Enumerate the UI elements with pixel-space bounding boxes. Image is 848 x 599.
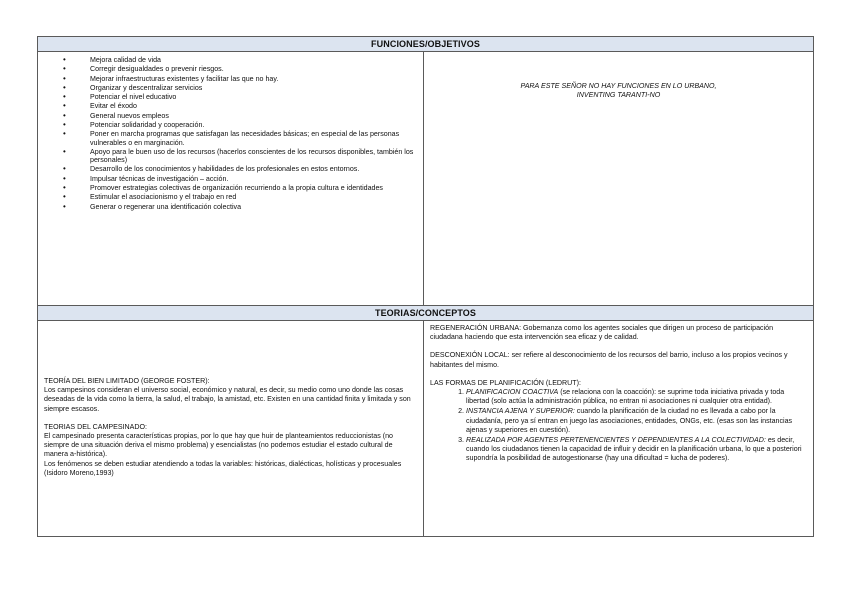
funcion-item: • Corregir desigualdades o prevenir riesgos. <box>38 65 423 73</box>
forma-item <box>466 388 805 406</box>
funcion-item: • Promover estrategias colectivas de organización recurriendo a la propia cultura e identidades <box>38 184 423 192</box>
funcion-item: • Desarrollo de los conocimientos y habilidades de los profesionales en estos entornos. <box>38 165 423 173</box>
forma-name: PLANIFICACION COACTIVA <box>466 388 559 397</box>
formas-list <box>430 388 805 464</box>
funcion-item: • Apoyo para le buen uso de los recursos (hacerlos conscientes de los recursos disponibles, también los personales) <box>38 148 423 164</box>
funcion-item: • Evitar el éxodo <box>38 102 423 110</box>
formas-title: LAS FORMAS DE PLANIFICACIÓN (LEDRUT): <box>430 378 581 387</box>
bien-limitado-title: TEORÍA DEL BIEN LIMITADO (GEORGE FOSTER): <box>44 377 210 385</box>
campesinado-text-2: Los fenómenos se deben estudiar atendiendo a todas la variables: históricas, dialécticas, holísticas y procesuales (Isidoro Moreno,1993) <box>44 459 402 477</box>
teorias-right-cell <box>424 321 814 537</box>
funcion-item: • Impulsar técnicas de investigación – acción. <box>38 175 423 183</box>
forma-name: REALIZADA POR AGENTES PERTENENCIENTES Y DEPENDIENTES A LA COLECTIVIDAD: <box>466 436 766 445</box>
funcion-item: • General nuevos empleos <box>38 112 423 120</box>
funcion-item: • Organizar y descentralizar servicios <box>38 84 423 92</box>
funciones-note-cell <box>424 52 814 306</box>
funcion-item: • Potenciar solidaridad y cooperación. <box>38 121 423 129</box>
bien-limitado-text: Los campesinos consideran el universo social, económico y natural, es decir, su medio como uno donde las cosas deseadas de la vida como la tierra, la salud, el trabajo, la amistad, etc. Existen en una cantidad finita y limitada y son siempre escasos. <box>44 386 411 413</box>
forma-text: (se relaciona con la coacción): se suprime toda iniciativa privada y toda libertad (solo actúa la administración pública, no entran ni asociaciones ni cualquier otra entidad). <box>466 388 785 406</box>
teorias-left-cell <box>38 321 424 537</box>
funcion-item: • Mejora calidad de vida <box>38 56 423 64</box>
funcion-item: • Potenciar el nivel educativo <box>38 93 423 101</box>
funciones-header: FUNCIONES/OBJETIVOS <box>38 37 814 52</box>
funcion-item: • Generar o regenerar una identificación colectiva <box>38 203 423 211</box>
regeneracion-text: REGENERACIÓN URBANA: Gobernanza como los agentes sociales que dirigen un proceso de participación ciudadana haciendo que esta intervención sea eficaz y de calidad. <box>430 324 774 342</box>
forma-text: es decir, cuando los ciudadanos tienen la capacidad de influir y decidir en la planificación urbana, lo que a posteriori supondría la posibilidad de autogestionarse (hay una dificultad = lucha de poderes). <box>466 436 802 463</box>
forma-text: cuando la planificación de la ciudad no es llevada a cabo por la ciudadanía, pero ya sí entran en juego las asociaciones, entidades, ONGs, etc. (esas son las instancias ajenas y superiores en cuestión). <box>466 407 793 434</box>
forma-name: INSTANCIA AJENA Y SUPERIOR: <box>466 407 575 416</box>
note-line-2: INVENTING TARANTI-NO <box>576 91 661 99</box>
funcion-item: • Poner en marcha programas que satisfagan las necesidades básicas; en especial de las personas vulnerables o en marginación. <box>38 130 423 146</box>
campesinado-title: TEORIAS DEL CAMPESINADO: <box>44 422 148 431</box>
desconexion-text: DESCONEXIÓN LOCAL: ser refiere al desconocimiento de los recursos del barrio, incluso a los propios vecinos y habitantes del mismo. <box>430 351 788 369</box>
content-table <box>37 36 814 537</box>
forma-item <box>466 407 805 435</box>
teorias-header: TEORIAS/CONCEPTOS <box>38 306 814 321</box>
forma-item <box>466 436 805 464</box>
funcion-item: • Mejorar infraestructuras existentes y facilitar las que no hay. <box>38 75 423 83</box>
note-line-1: PARA ESTE SEÑOR NO HAY FUNCIONES EN LO URBANO, <box>520 82 717 90</box>
funcion-item: • Estimular el asociacionismo y el trabajo en red <box>38 193 423 201</box>
campesinado-text-1: El campesinado presenta características propias, por lo que hay que huir de planteamientos reduccionistas (no siempre de una situación deriva el mismo problema) y esencialistas (no podemos estudiar el estado cultural de manera a-histórica). <box>44 432 393 459</box>
funciones-list <box>38 52 423 211</box>
funciones-note <box>424 52 813 100</box>
funciones-list-cell <box>38 52 424 306</box>
